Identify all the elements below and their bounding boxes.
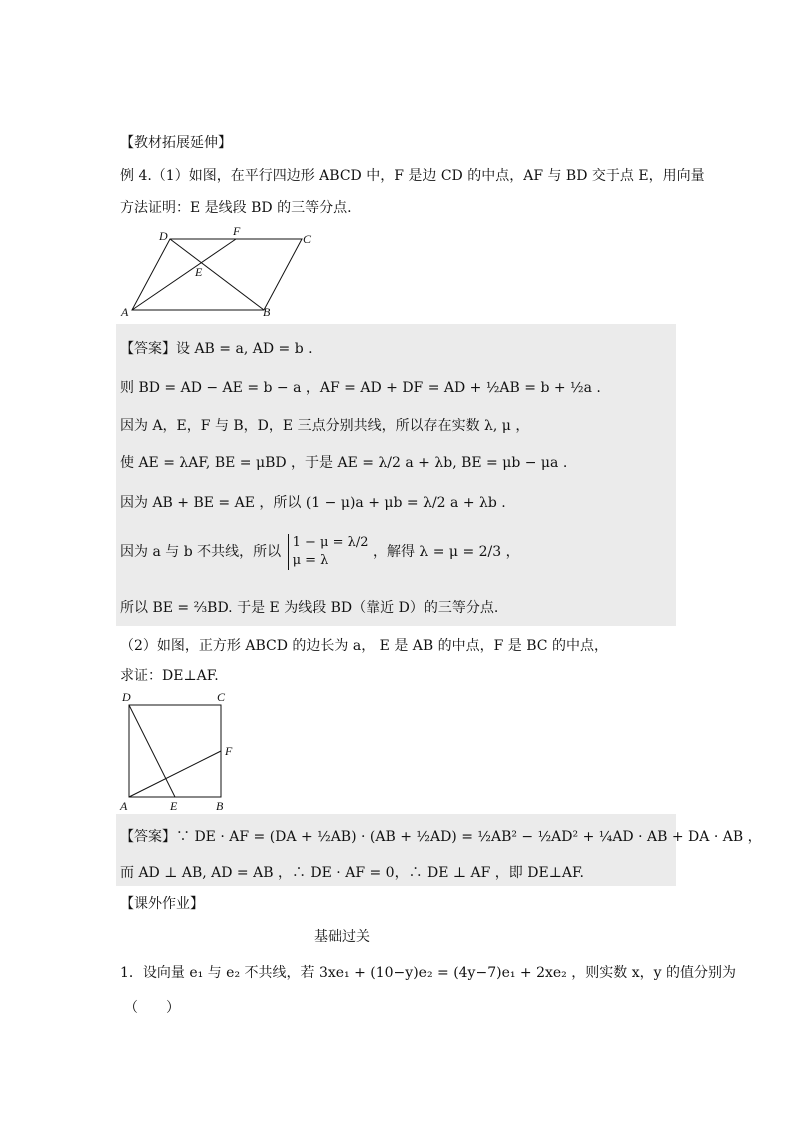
answer-1-line-6	[120, 534, 520, 570]
label-b: B	[216, 799, 224, 813]
question-1: 1．设向量 e₁ 与 e₂ 不共线，若 3xe₁ + (10−y)e₂ = (4y−7)e₁ + 2xe₂ ，则实数 x，y 的值分别为	[120, 965, 736, 981]
answer-1-line-3: 因为 A，E，F 与 B，D，E 三点分别共线，所以存在实数 λ, μ ，	[120, 418, 530, 434]
label-f: F	[233, 226, 241, 238]
homework-subheading: 基础过关	[314, 929, 370, 945]
homework-heading: 【课外作业】	[120, 896, 204, 912]
square-outline	[129, 705, 221, 797]
label-e: E	[195, 265, 203, 279]
answer-1-line-6-prefix: 因为 a 与 b 不共线，所以	[120, 544, 282, 560]
segment-de	[129, 705, 175, 797]
answer-1-line-6-suffix: ，解得 λ = μ = 2/3 ，	[372, 544, 520, 560]
label-a: A	[121, 305, 129, 319]
label-c: C	[217, 690, 226, 704]
example-line-2: 方法证明：E 是线段 BD 的三等分点.	[120, 200, 352, 216]
square-figure	[116, 688, 246, 816]
equation-1: 1 − μ = λ/2	[292, 535, 369, 550]
label-a: A	[120, 799, 128, 813]
segment-af	[129, 751, 221, 797]
question-1-answer-blank: （ ）	[124, 1000, 180, 1016]
answer-2-line-1: 【答案】∵ DE · AF = (DA + ½AB) · (AB + ½AD) = ½AB² − ½AD² + ¼AD · AB + DA · AB ，	[120, 829, 762, 845]
answer-1-line-1: 【答案】设 AB = a, AD = b .	[120, 341, 313, 357]
part-2-line-1: （2）如图，正方形 ABCD 的边长为 a， E 是 AB 的中点，F 是 BC 的中点，	[120, 638, 608, 654]
equation-system	[288, 534, 369, 570]
example-line-1: 例 4.（1）如图，在平行四边形 ABCD 中，F 是边 CD 的中点，AF 与 BD 交于点 E，用向量	[120, 168, 705, 184]
label-b: B	[263, 305, 271, 319]
answer-1-block	[116, 324, 676, 626]
label-c: C	[303, 232, 312, 246]
answer-1-line-4: 使 AE = λAF, BE = μBD ，于是 AE = λ/2 a + λb, BE = μb − μa .	[120, 455, 568, 471]
equation-2: μ = λ	[292, 553, 329, 568]
parallelogram-figure	[116, 226, 326, 320]
answer-1-line-2: 则 BD = AD − AE = b − a ，AF = AD + DF = AD + ½AB = b + ½a .	[120, 380, 601, 396]
answer-2-line-2: 而 AD ⊥ AB, AD = AB ，∴ DE · AF = 0，∴ DE ⊥ AF ，即 DE⊥AF.	[120, 865, 584, 881]
label-e: E	[170, 799, 178, 813]
section-heading-extension: 【教材拓展延伸】	[120, 135, 232, 151]
label-d: D	[122, 690, 131, 704]
answer-1-line-7: 所以 BE = ⅔BD. 于是 E 为线段 BD（靠近 D）的三等分点.	[120, 600, 499, 616]
part-2-line-2: 求证：DE⊥AF.	[120, 668, 219, 684]
label-d: D	[159, 229, 168, 243]
answer-1-line-5: 因为 AB + BE = AE ，所以 (1 − μ)a + μb = λ/2 a + λb .	[120, 495, 506, 511]
label-f: F	[225, 744, 233, 758]
